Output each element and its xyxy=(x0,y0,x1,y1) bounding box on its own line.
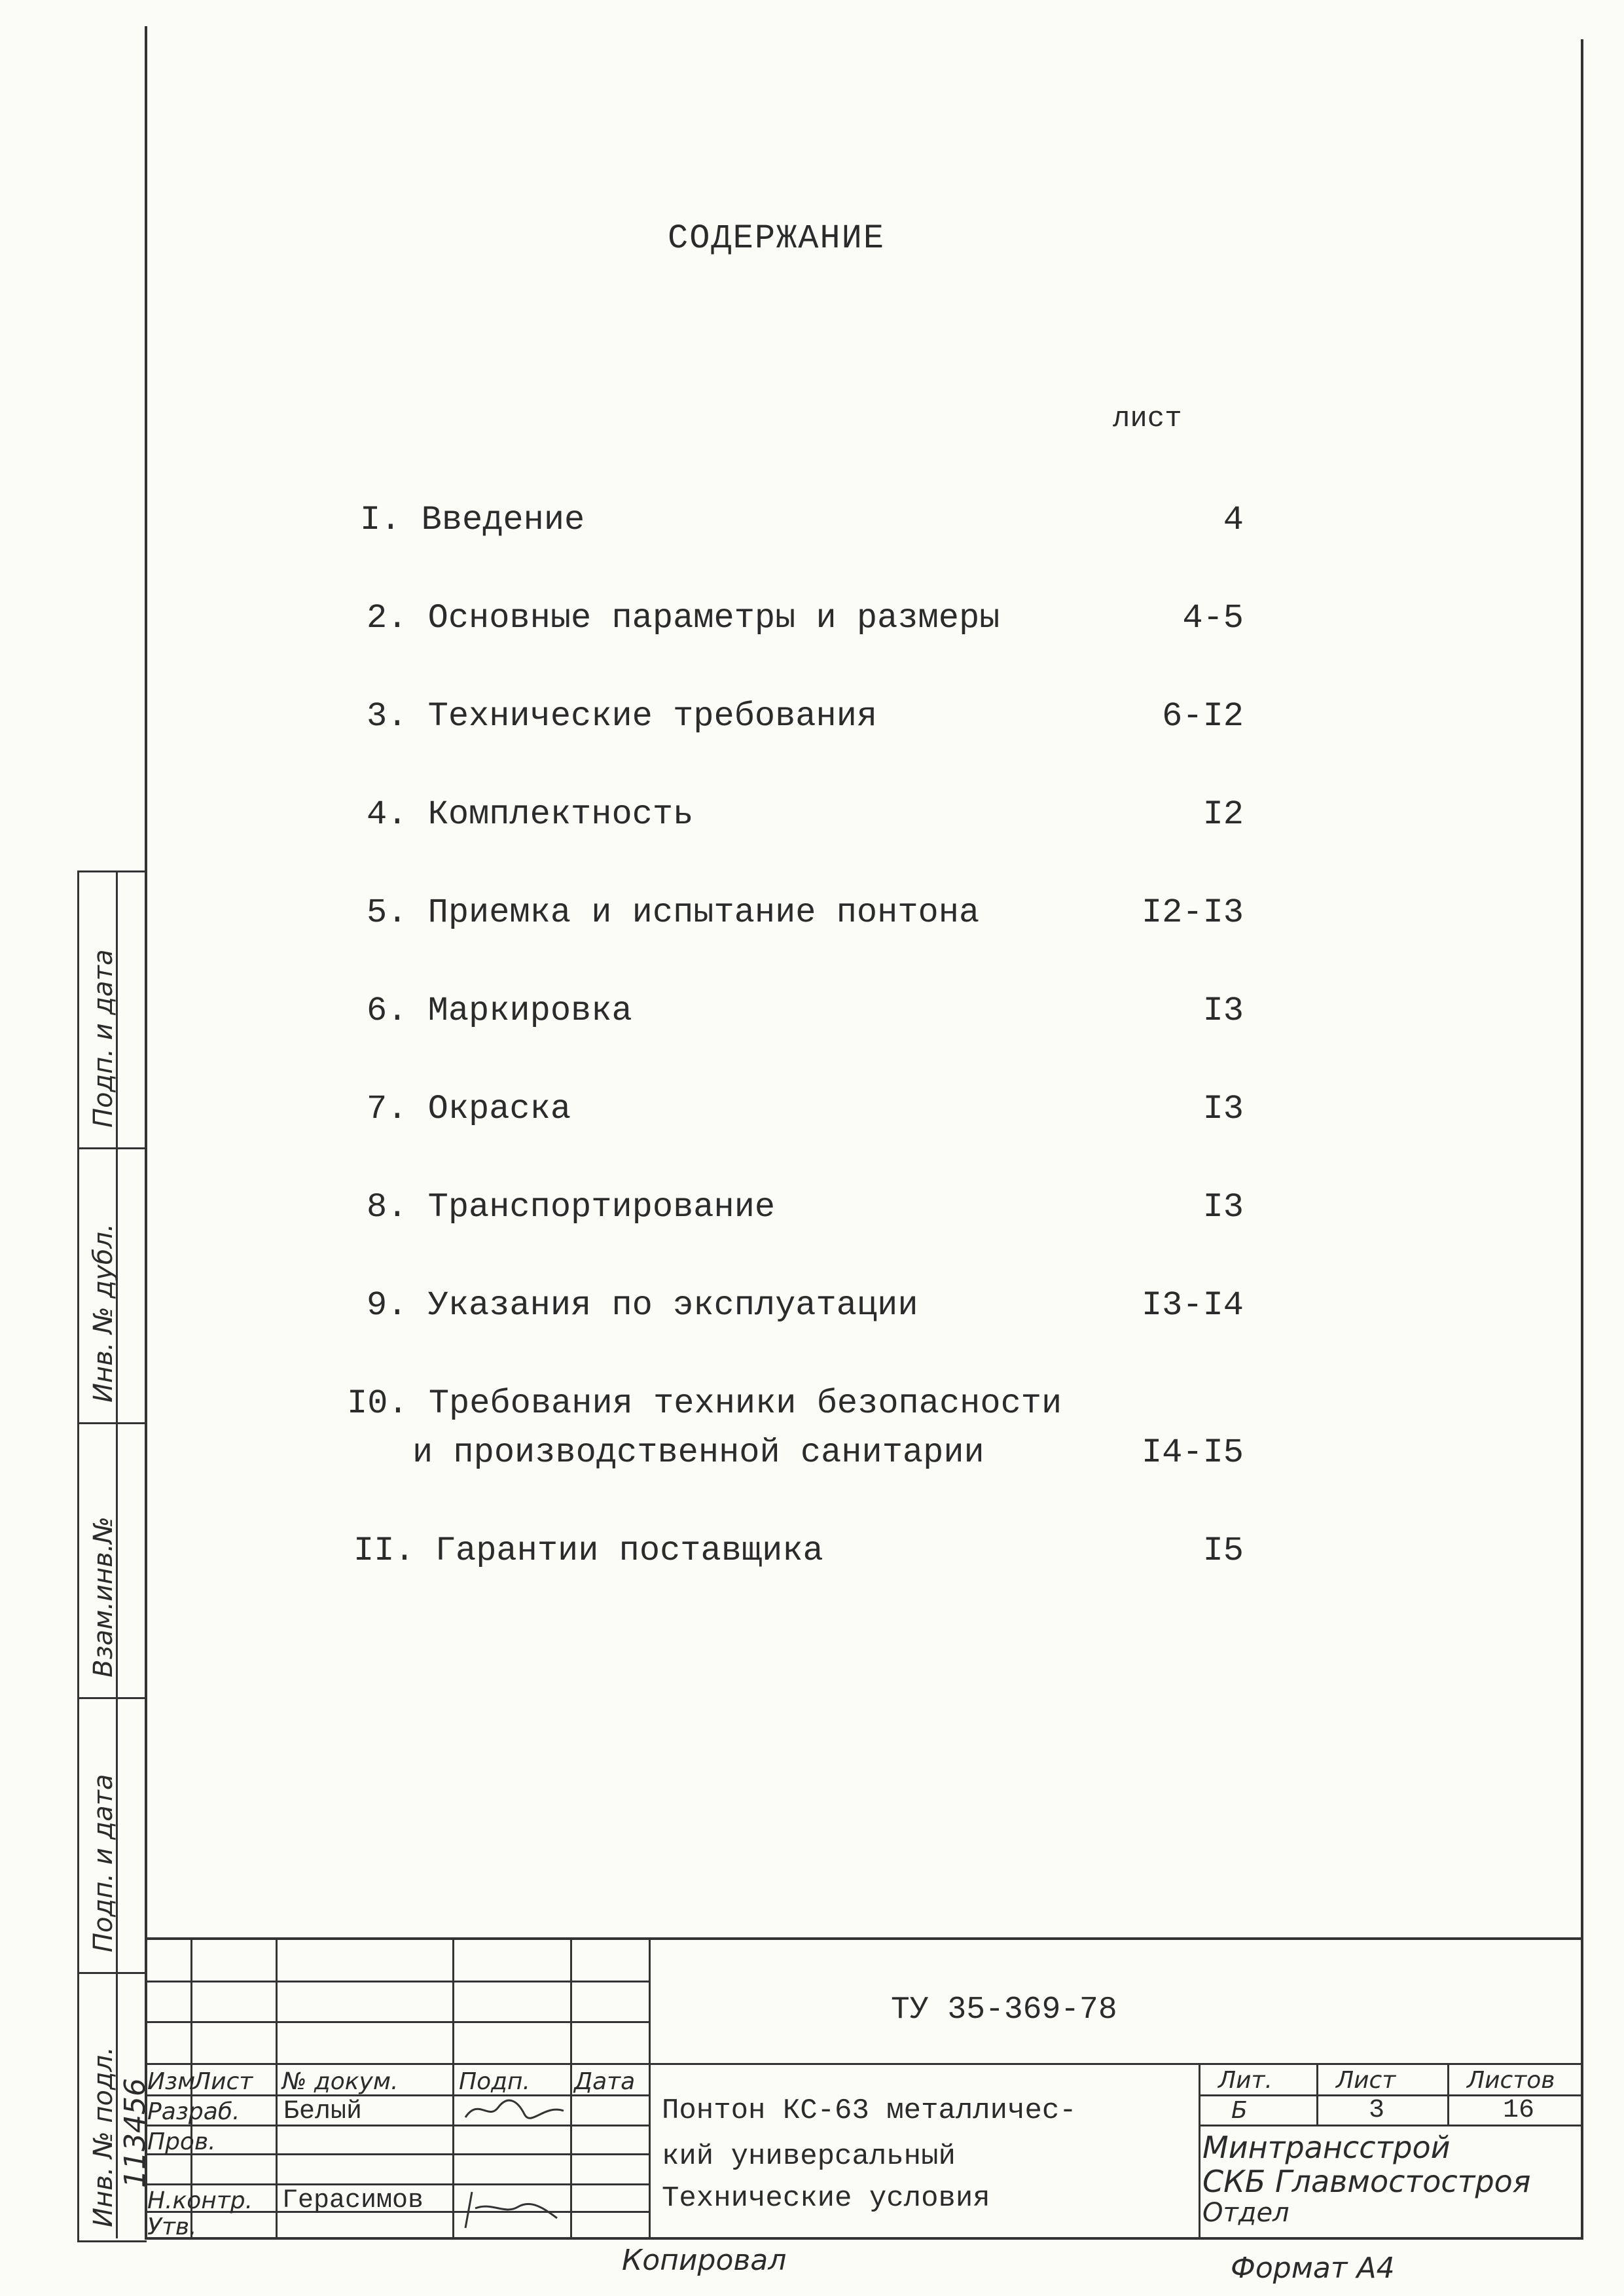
frame-right-border xyxy=(1581,39,1583,2238)
toc-item-7: 7. Окраска xyxy=(367,1090,571,1128)
strip-label-dup-inv: Инв. № дубл. xyxy=(88,1223,118,1403)
footer-copied: Копировал xyxy=(622,2244,787,2277)
toc-page-4: I2 xyxy=(1202,795,1244,834)
toc-page-9: I3-I4 xyxy=(1141,1286,1244,1325)
norm-control-signature xyxy=(459,2182,570,2234)
toc-page-7: I3 xyxy=(1202,1090,1244,1128)
developer-signature xyxy=(459,2094,570,2127)
toc-page-6: I3 xyxy=(1202,992,1244,1030)
tb-header-list: Лист xyxy=(193,2068,253,2095)
tb-name-norm-control: Герасимов xyxy=(282,2186,424,2215)
toc-item-1: I. Введение xyxy=(360,501,585,539)
sheets-total-label: Листов xyxy=(1467,2067,1555,2094)
toc-item-10-continued: и производственной санитарии xyxy=(412,1433,984,1472)
sheet-label: Лист xyxy=(1336,2067,1396,2094)
toc-item-9: 9. Указания по эксплуатации xyxy=(367,1286,918,1325)
toc-item-8: 8. Транспортирование xyxy=(367,1188,776,1227)
strip-label-sign-date-2: Подп. и дата xyxy=(88,1774,118,1952)
product-name-line-3: Технические условия xyxy=(662,2182,990,2215)
tb-header-izm: Изм xyxy=(147,2068,196,2095)
toc-item-5: 5. Приемка и испытание понтона xyxy=(367,893,980,932)
organization-line-3: Отдел xyxy=(1202,2198,1290,2228)
sheet-column-header: лист xyxy=(1113,403,1182,435)
toc-item-11: II. Гарантии поставщика xyxy=(353,1532,823,1570)
organization-line-2: СКБ Главмостостроя xyxy=(1202,2164,1531,2199)
toc-page-1: 4 xyxy=(1223,501,1244,539)
page-title: СОДЕРЖАНИЕ xyxy=(668,219,886,258)
tb-header-sign: Подп. xyxy=(459,2068,530,2095)
sheet-value: 3 xyxy=(1369,2096,1385,2125)
tb-role-norm-control: Н.контр. xyxy=(147,2187,253,2214)
document-designation: ТУ 35-369-78 xyxy=(891,1992,1117,2028)
toc-page-3: 6-I2 xyxy=(1162,697,1244,736)
strip-label-original-inv: Инв. № подл. xyxy=(88,2047,118,2227)
footer-format: Формат А4 xyxy=(1231,2251,1395,2285)
tb-name-developer: Белый xyxy=(283,2097,363,2126)
strip-label-replacement-inv: Взам.инв.№ xyxy=(88,1516,118,1677)
toc-item-4: 4. Комплектность xyxy=(367,795,694,834)
side-strip xyxy=(77,870,152,2242)
toc-page-11: I5 xyxy=(1202,1532,1244,1570)
toc-page-8: I3 xyxy=(1202,1188,1244,1227)
sheets-total-value: 16 xyxy=(1503,2096,1535,2125)
tb-role-developer: Разраб. xyxy=(147,2098,240,2125)
toc-page-2: 4-5 xyxy=(1182,599,1244,637)
product-name-line-2: кий универсальный xyxy=(662,2140,956,2173)
organization-line-1: Минтрансстрой xyxy=(1202,2130,1451,2165)
title-block xyxy=(145,1937,1583,2240)
lit-label: Лит. xyxy=(1218,2067,1272,2094)
toc-page-10: I4-I5 xyxy=(1141,1433,1244,1472)
lit-value: Б xyxy=(1231,2097,1248,2124)
toc-page-5: I2-I3 xyxy=(1141,893,1244,932)
tb-header-date: Дата xyxy=(574,2068,636,2095)
inventory-number: 113456 xyxy=(118,2078,152,2188)
toc-item-3: 3. Технические требования xyxy=(367,697,878,736)
product-name-line-1: Понтон КС-63 металличес- xyxy=(662,2094,1077,2127)
tb-header-doc: № докум. xyxy=(282,2068,399,2095)
tb-role-checker: Пров. xyxy=(147,2128,216,2155)
tb-role-approver: Утв. xyxy=(147,2214,197,2240)
toc-item-2: 2. Основные параметры и размеры xyxy=(367,599,1000,637)
toc-item-6: 6. Маркировка xyxy=(367,992,632,1030)
strip-label-sign-date-1: Подп. и дата xyxy=(88,949,118,1128)
toc-item-10: I0. Требования техники безопасности xyxy=(347,1384,1062,1423)
